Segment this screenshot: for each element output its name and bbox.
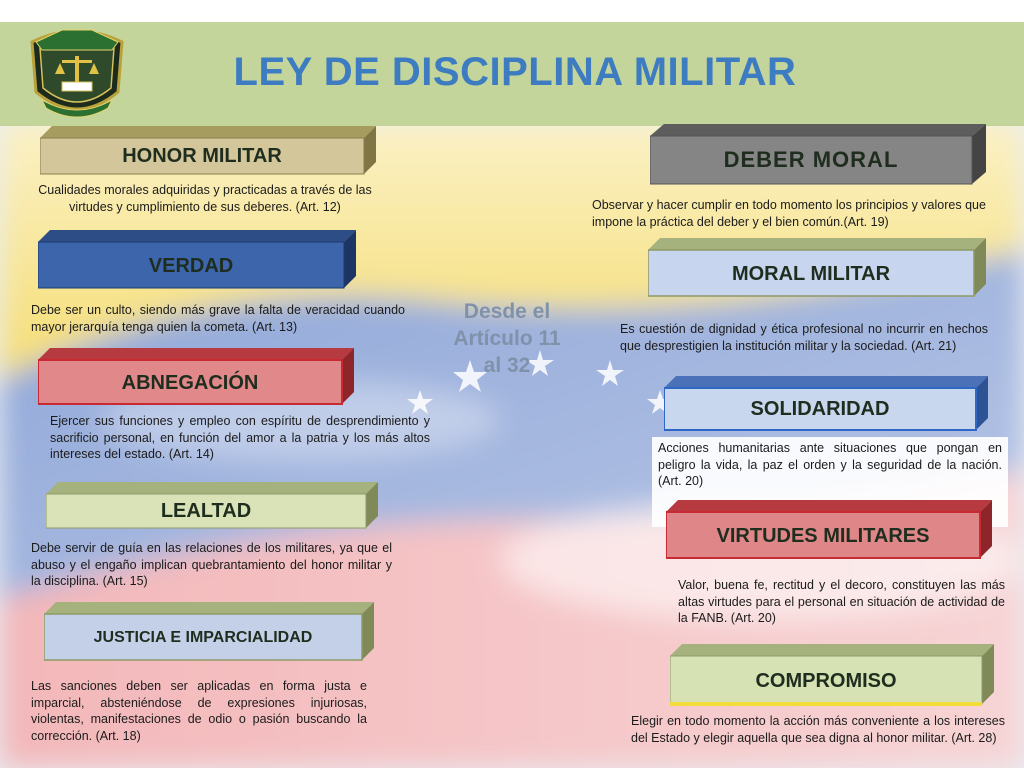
abnegacion-desc: Ejercer sus funciones y empleo con espíritu de desprendimiento y sacrificio personal, en función del amor a la patria y los más altos intereses del estado. (Art. 14) bbox=[50, 414, 430, 461]
compromiso-desc: Elegir en todo momento la acción más conveniente a los intereses del Estado y elegir aquella que sea digna al honor militar. (Art. 28) bbox=[631, 714, 1005, 745]
honor-militar-desc: Cualidades morales adquiridas y practicadas a través de las virtudes y cumplimiento de sus deberes. (Art. 12) bbox=[38, 183, 372, 214]
honor-militar-label: HONOR MILITAR bbox=[122, 145, 282, 167]
article-range bbox=[432, 298, 582, 379]
verdad-desc: Debe ser un culto, siendo más grave la falta de veracidad cuando mayor jerarquía tenga quien la cometa. (Art. 13) bbox=[31, 303, 405, 334]
top-strip bbox=[0, 0, 1024, 22]
lealtad-desc: Debe servir de guía en las relaciones de los militares, ya que el abuso y el engaño implican quebrantamiento del honor militar y la disciplina. (Art. 15) bbox=[31, 541, 392, 588]
virtudes-militares-desc: Valor, buena fe, rectitud y el decoro, constituyen las más altas virtudes para el personal en situación de actividad de la FANB. (Art. 20) bbox=[678, 578, 1005, 625]
deber-moral-box bbox=[650, 122, 988, 186]
abnegacion-label: ABNEGACIÓN bbox=[121, 372, 259, 394]
justicia-desc: Las sanciones deben ser aplicadas en forma justa e imparcial, absteniéndose de expresiones injuriosas, violentas, manifestaciones de odio o pasión buscando la corrección. (Art. 18) bbox=[31, 679, 367, 743]
verdad-label: VERDAD bbox=[148, 255, 234, 277]
lealtad-label: LEALTAD bbox=[160, 500, 252, 522]
justicia-label: JUSTICIA E IMPARCIALIDAD bbox=[93, 629, 313, 646]
compromiso-label: COMPROMISO bbox=[755, 670, 897, 692]
moral-militar-label: MORAL MILITAR bbox=[731, 263, 891, 285]
abnegacion-box bbox=[38, 346, 356, 406]
solidaridad-label: SOLIDARIDAD bbox=[750, 398, 890, 420]
deber-moral-desc: Observar y hacer cumplir en todo momento los principios y valores que impone la práctica del deber y el bien común.(Art. 19) bbox=[592, 198, 986, 229]
article-range-line1: Desde el bbox=[463, 300, 551, 323]
verdad-box bbox=[38, 228, 358, 290]
justicia-box bbox=[44, 600, 376, 662]
moral-militar-box bbox=[648, 236, 988, 298]
lealtad-box bbox=[46, 480, 380, 530]
deber-moral-label: DEBER MORAL bbox=[723, 147, 899, 172]
honor-militar-box bbox=[40, 124, 378, 176]
virtudes-militares-box bbox=[666, 498, 994, 560]
article-range-line2: Artículo 11 bbox=[453, 327, 561, 350]
compromiso-box bbox=[670, 642, 996, 706]
solidaridad-desc: Acciones humanitarias ante situaciones que pongan en peligro la vida, la paz el orden y la seguridad de la nación. (Art. 20) bbox=[652, 437, 1008, 527]
page-title: LEY DE DISCIPLINA MILITAR bbox=[233, 50, 797, 94]
article-range-line3: al 32 bbox=[483, 354, 531, 377]
solidaridad-box bbox=[664, 374, 990, 432]
emblem-logo bbox=[22, 22, 132, 122]
virtudes-militares-label: VIRTUDES MILITARES bbox=[716, 525, 930, 547]
moral-militar-desc: Es cuestión de dignidad y ética profesional no incurrir en hechos que desprestigien la institución militar y la sociedad. (Art. 21) bbox=[620, 322, 988, 353]
